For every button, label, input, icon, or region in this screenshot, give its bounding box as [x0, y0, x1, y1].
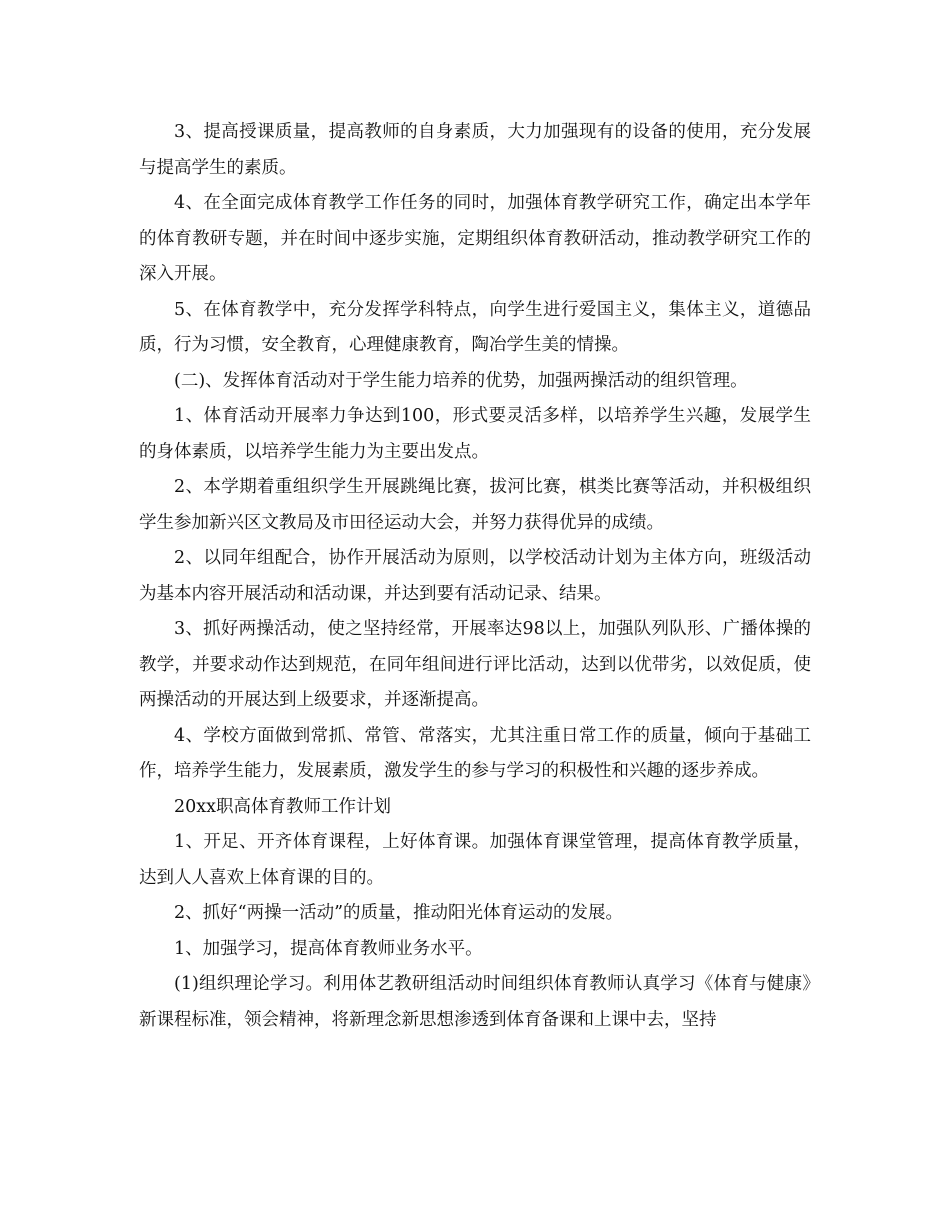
paragraph-teaching-quality: 3、提高授课质量，提高教师的自身素质，大力加强现有的设备的使用，充分发展与提高学生的素质。 — [139, 122, 811, 178]
paragraph-theory-study: (1)组织理论学习。利用体艺教研组活动时间组织体育教师认真学习《体育与健康》新课程标准，领会精神，将新理念新思想渗透到体育备课和上课中去，坚持 — [139, 974, 811, 1030]
paragraph-grade-cooperation: 2、以同年组配合，协作开展活动为原则，以学校活动计划为主体方向，班级活动为基本内容开展活动和活动课，并达到要有活动记录、结果。 — [139, 548, 811, 604]
paragraph-teaching-research: 4、在全面完成体育教学工作任务的同时，加强体育教学研究工作，确定出本学年的体育教研专题，并在时间中逐步实施，定期组织体育教研活动，推动教学研究工作的深入开展。 — [139, 193, 811, 284]
paragraph-subject-education: 5、在体育教学中，充分发挥学科特点，向学生进行爱国主义，集体主义，道德品质，行为习惯，安全教育，心理健康教育，陶冶学生美的情操。 — [139, 299, 811, 355]
paragraph-school-management: 4、学校方面做到常抓、常管、常落实，尤其注重日常工作的质量，倾向于基础工作，培养学生能力，发展素质，激发学生的参与学习的积极性和兴趣的逐步养成。 — [139, 725, 811, 781]
document-body — [139, 115, 811, 1038]
section-heading-activities: (二)、发挥体育活动对于学生能力培养的优势，加强两操活动的组织管理。 — [174, 370, 748, 391]
paragraph-two-exercises: 3、抓好两操活动，使之坚持经常，开展率达98以上，加强队列队形、广播体操的教学，并要求动作达到规范，在同年组间进行评比活动，达到以优带劣，以效促质，使两操活动的开展达到上级要求，并逐渐提高。 — [139, 619, 811, 710]
plan-title: 20xx职高体育教师工作计划 — [174, 796, 392, 817]
paragraph-strengthen-study: 1、加强学习，提高体育教师业务水平。 — [174, 938, 483, 959]
paragraph-activity-rate: 1、体育活动开展率力争达到100，形式要灵活多样，以培养学生兴趣，发展学生的身体素质，以培养学生能力为主要出发点。 — [139, 406, 811, 462]
paragraph-two-exercises-one-activity: 2、抓好“两操一活动”的质量，推动阳光体育运动的发展。 — [174, 903, 624, 923]
paragraph-pe-courses: 1、开足、开齐体育课程，上好体育课。加强体育课堂管理，提高体育教学质量，达到人人喜欢上体育课的目的。 — [139, 832, 811, 888]
paragraph-competitions: 2、本学期着重组织学生开展跳绳比赛，拔河比赛，棋类比赛等活动，并积极组织学生参加新兴区文教局及市田径运动大会，并努力获得优异的成绩。 — [139, 477, 811, 533]
